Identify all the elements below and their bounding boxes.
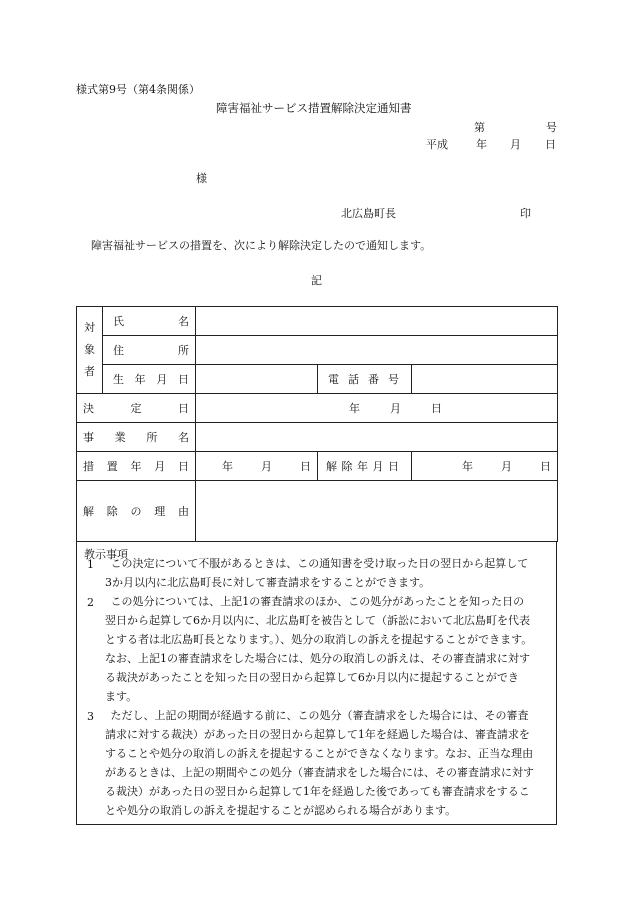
subject-label — [77, 307, 103, 394]
notice-line: 翌日から起算して6か月以内に、北広島町を被告として（訴訟において北広島町を代表 — [105, 614, 530, 627]
label-char: 話 — [348, 372, 359, 386]
date-day-label: 日 — [545, 138, 556, 151]
row-decision-date — [77, 394, 558, 423]
document-title: 障害福祉サービス措置解除決定通知書 — [216, 101, 412, 115]
label-char: 名 — [177, 430, 189, 444]
addressee-suffix: 様 — [196, 172, 207, 185]
label-char: 置 — [106, 459, 118, 473]
label-char: 解 — [326, 459, 337, 473]
doc-number-dai: 第 — [474, 121, 485, 134]
row-birthdate — [77, 365, 558, 394]
label-char: 日 — [178, 459, 189, 473]
notice-item-number: 3 — [87, 710, 94, 723]
label-char: 定 — [130, 401, 142, 415]
issuer-name: 北広島町長 — [341, 207, 396, 220]
label-char: 事 — [83, 430, 94, 444]
subject-label-char: 対 — [84, 321, 95, 334]
ki-mark: 記 — [311, 274, 322, 287]
release-reason-field[interactable] — [196, 481, 558, 542]
release-date-field[interactable] — [412, 452, 558, 481]
label-char: 所 — [178, 343, 189, 357]
notice-line: この処分については、上記1の審査請求のほか、この処分があったことを知った日の — [110, 595, 525, 608]
notice-line: とや処分の取消しの訴えを提起することが認められる場合があります。 — [105, 804, 457, 817]
label-char: 年 — [130, 459, 142, 473]
decision-date-field[interactable] — [196, 394, 558, 423]
address-field[interactable] — [196, 336, 558, 365]
notice-heading: 教示事項 — [84, 548, 128, 561]
office-name-label — [77, 423, 196, 452]
label-char: 業 — [114, 430, 126, 444]
label-char: 日 — [388, 459, 399, 473]
date-month-label: 月 — [510, 138, 521, 151]
measure-date-field[interactable] — [196, 452, 318, 481]
name-label — [103, 307, 196, 336]
notice-line: なお、上記1の審査請求をした場合には、処分の取消しの訴えは、その審査請求に対す — [105, 652, 530, 665]
label-char: 除 — [106, 504, 118, 518]
label-char: の — [130, 504, 142, 518]
seal-mark: 印 — [520, 207, 531, 220]
intro-text: 障害福祉サービスの措置を、次により解除決定したので通知します。 — [91, 239, 432, 252]
date-day-label: 日 — [300, 459, 311, 473]
date-day-label: 日 — [431, 401, 442, 415]
row-name — [77, 307, 558, 336]
phone-field[interactable] — [412, 365, 558, 394]
form-table — [76, 306, 558, 542]
row-office-name — [77, 423, 558, 452]
release-reason-label — [77, 481, 196, 542]
notice-item-number: 2 — [87, 596, 94, 609]
form-reference: 様式第9号（第4条関係） — [76, 83, 200, 96]
row-measure-release — [77, 452, 558, 481]
notice-line: とする者は北広島町長となります。）、処分の取消しの訴えを提起することができます。 — [105, 633, 533, 646]
subject-label-char: 象 — [84, 343, 95, 356]
label-char: 解 — [83, 504, 94, 518]
date-month-label: 月 — [501, 459, 513, 473]
notice-line: ただし、上記の期間が経過する前に、この処分（審査請求をした場合には、その審査 — [110, 709, 529, 722]
label-char: 電 — [328, 372, 339, 386]
label-char: 決 — [83, 401, 94, 415]
notice-line: することや処分の取消しの訴えを提起することができなくなります。なお、正当な理由 — [105, 747, 534, 760]
label-char: 除 — [341, 459, 353, 473]
name-field[interactable] — [196, 307, 558, 336]
date-year-label: 年 — [222, 459, 233, 473]
label-char: 番 — [368, 372, 379, 386]
notice-line: この決定について不服があるときは、この通知書を受け取った日の翌日から起算して — [110, 557, 529, 570]
label-char: 日 — [177, 372, 189, 386]
notice-line: 請求に対する裁決）があった日の翌日から起算して1年を経過した場合は、審査請求を — [105, 728, 530, 741]
notice-line: があるときは、上記の期間やこの処分（審査請求をした場合には、その審査請求に対す — [105, 766, 534, 779]
label-char: 住 — [113, 343, 124, 357]
label-char: 号 — [388, 372, 399, 386]
date-day-label: 日 — [540, 459, 552, 473]
label-char: 名 — [178, 314, 189, 328]
birthdate-field[interactable] — [196, 365, 318, 394]
decision-date-label — [77, 394, 196, 423]
subject-label-char: 者 — [84, 365, 95, 378]
row-address — [77, 336, 558, 365]
notice-item-number: 1 — [87, 558, 94, 571]
notice-line: 3か月以内に北広島町長に対して審査請求をすることができます。 — [105, 576, 431, 589]
date-month-label: 月 — [261, 459, 272, 473]
date-year-label: 年 — [476, 138, 487, 151]
date-era: 平成 — [426, 138, 448, 151]
label-char: 由 — [178, 504, 189, 518]
measure-date-label — [77, 452, 196, 481]
birthdate-label — [103, 365, 196, 394]
date-month-label: 月 — [390, 401, 401, 415]
release-date-label — [318, 452, 412, 481]
label-char: 氏 — [113, 314, 124, 328]
office-name-field[interactable] — [196, 423, 558, 452]
notice-line: ます。 — [105, 690, 138, 703]
label-char: 月 — [154, 459, 166, 473]
date-year-label: 年 — [462, 459, 474, 473]
notice-line: る裁決があったことを知った日の翌日から起算して6か月以内に提起することができ — [105, 671, 519, 684]
address-label — [103, 336, 196, 365]
row-release-reason — [77, 481, 558, 542]
label-char: 年 — [357, 459, 368, 473]
label-char: 月 — [372, 459, 384, 473]
label-char: 理 — [154, 504, 166, 518]
phone-label — [318, 365, 412, 394]
label-char: 年 — [134, 372, 146, 386]
label-char: 月 — [156, 372, 168, 386]
label-char: 生 — [113, 372, 124, 386]
date-year-label: 年 — [349, 401, 360, 415]
label-char: 措 — [83, 459, 94, 473]
doc-number-go: 号 — [546, 121, 557, 134]
notice-line: る裁決）があった日の翌日から起算して1年を経過した後であっても審査請求をするこ — [105, 785, 530, 798]
notice-box — [76, 541, 557, 825]
label-char: 所 — [146, 430, 158, 444]
label-char: 日 — [178, 401, 189, 415]
